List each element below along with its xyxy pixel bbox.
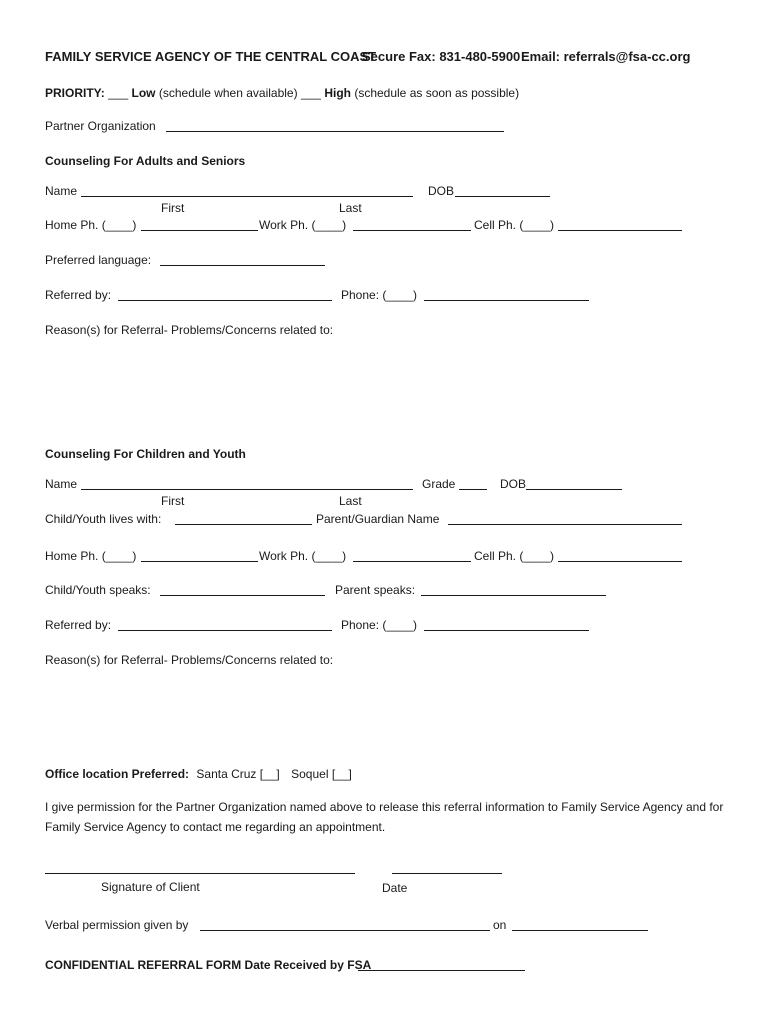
children-section-title: Counseling For Children and Youth: [45, 447, 246, 461]
signature-date-field[interactable]: [392, 873, 502, 874]
child-home-phone-label: Home Ph. (____): [45, 549, 137, 563]
child-referrer-phone-label: Phone: (____): [341, 618, 418, 632]
child-work-phone-field[interactable]: [353, 561, 471, 562]
adult-referrer-phone-field[interactable]: [424, 300, 589, 301]
adult-referred-by-field[interactable]: [118, 300, 332, 301]
child-last-label: Last: [339, 494, 362, 508]
child-speaks-field[interactable]: [160, 595, 325, 596]
client-signature-field[interactable]: [45, 873, 355, 874]
adult-name-field[interactable]: [81, 196, 413, 197]
adult-last-label: Last: [339, 201, 362, 215]
child-referrer-phone-field[interactable]: [424, 630, 589, 631]
child-cell-phone-field[interactable]: [558, 561, 682, 562]
client-signature-label: Signature of Client: [101, 880, 200, 894]
guardian-name-label: Parent/Guardian Name: [316, 512, 440, 526]
adult-work-phone-label: Work Ph. (____): [259, 218, 347, 232]
adult-dob-label: DOB: [428, 184, 455, 198]
confidential-footer-label: CONFIDENTIAL REFERRAL FORM Date Received by FSA: [45, 958, 372, 972]
adult-reason-label: Reason(s) for Referral- Problems/Concerns related to:: [45, 323, 334, 337]
office-location-label: Office location Preferred:: [45, 767, 190, 781]
adult-language-field[interactable]: [160, 265, 325, 266]
signature-date-label: Date: [382, 881, 408, 895]
adult-dob-field[interactable]: [455, 196, 550, 197]
adult-language-label: Preferred language:: [45, 253, 152, 267]
partner-org-field[interactable]: [166, 131, 504, 132]
priority-low-desc: (schedule when available): [158, 86, 298, 100]
adult-referrer-phone-label: Phone: (____): [341, 288, 418, 302]
child-referred-by-field[interactable]: [118, 630, 332, 631]
adult-name-label: Name: [45, 184, 78, 198]
child-grade-label: Grade: [422, 477, 456, 491]
child-cell-phone-label: Cell Ph. (____): [474, 549, 555, 563]
child-dob-field[interactable]: [526, 489, 622, 490]
adult-referred-by-label: Referred by:: [45, 288, 112, 302]
child-grade-field[interactable]: [459, 489, 487, 490]
permission-statement: I give permission for the Partner Organization named above to release this referral information to Family Service Agency and for Family Service Agency to contact me regarding an appointment.: [45, 800, 724, 834]
adult-work-phone-field[interactable]: [353, 230, 471, 231]
agency-title: FAMILY SERVICE AGENCY OF THE CENTRAL COAST: [45, 49, 377, 64]
office-location-row: [45, 767, 352, 781]
verbal-permission-field[interactable]: [200, 930, 490, 931]
child-reason-label: Reason(s) for Referral- Problems/Concerns related to:: [45, 653, 334, 667]
child-name-field[interactable]: [81, 489, 413, 490]
verbal-date-field[interactable]: [512, 930, 648, 931]
child-work-phone-label: Work Ph. (____): [259, 549, 347, 563]
secure-fax: Secure Fax: 831-480-5900: [362, 49, 521, 64]
child-name-label: Name: [45, 477, 78, 491]
adult-cell-phone-label: Cell Ph. (____): [474, 218, 555, 232]
office-soquel-checkbox[interactable]: Soquel [__]: [291, 767, 352, 781]
child-lives-with-field[interactable]: [175, 524, 312, 525]
adults-section-title: Counseling For Adults and Seniors: [45, 154, 246, 168]
priority-high-label: High: [324, 86, 351, 100]
date-received-field[interactable]: [358, 970, 525, 971]
priority-low-blank[interactable]: ___: [108, 86, 129, 100]
child-lives-with-label: Child/Youth lives with:: [45, 512, 162, 526]
guardian-name-field[interactable]: [448, 524, 682, 525]
adult-first-label: First: [161, 201, 185, 215]
parent-speaks-field[interactable]: [421, 595, 606, 596]
parent-speaks-label: Parent speaks:: [335, 583, 416, 597]
child-referred-by-label: Referred by:: [45, 618, 112, 632]
child-first-label: First: [161, 494, 185, 508]
verbal-permission-label: Verbal permission given by: [45, 918, 189, 932]
verbal-on-label: on: [493, 918, 507, 932]
child-home-phone-field[interactable]: [141, 561, 258, 562]
priority-row: [45, 86, 519, 100]
child-speaks-label: Child/Youth speaks:: [45, 583, 151, 597]
priority-high-desc: (schedule as soon as possible): [354, 86, 520, 100]
adult-cell-phone-field[interactable]: [558, 230, 682, 231]
priority-low-label: Low: [131, 86, 156, 100]
priority-high-blank[interactable]: ___: [300, 86, 321, 100]
priority-label: PRIORITY:: [45, 86, 105, 100]
office-santa-cruz-checkbox[interactable]: Santa Cruz [__]: [196, 767, 280, 781]
adult-home-phone-field[interactable]: [141, 230, 258, 231]
referral-email: Email: referrals@fsa-cc.org: [521, 49, 691, 64]
partner-org-label: Partner Organization: [45, 119, 156, 133]
child-dob-label: DOB: [500, 477, 527, 491]
adult-home-phone-label: Home Ph. (____): [45, 218, 137, 232]
